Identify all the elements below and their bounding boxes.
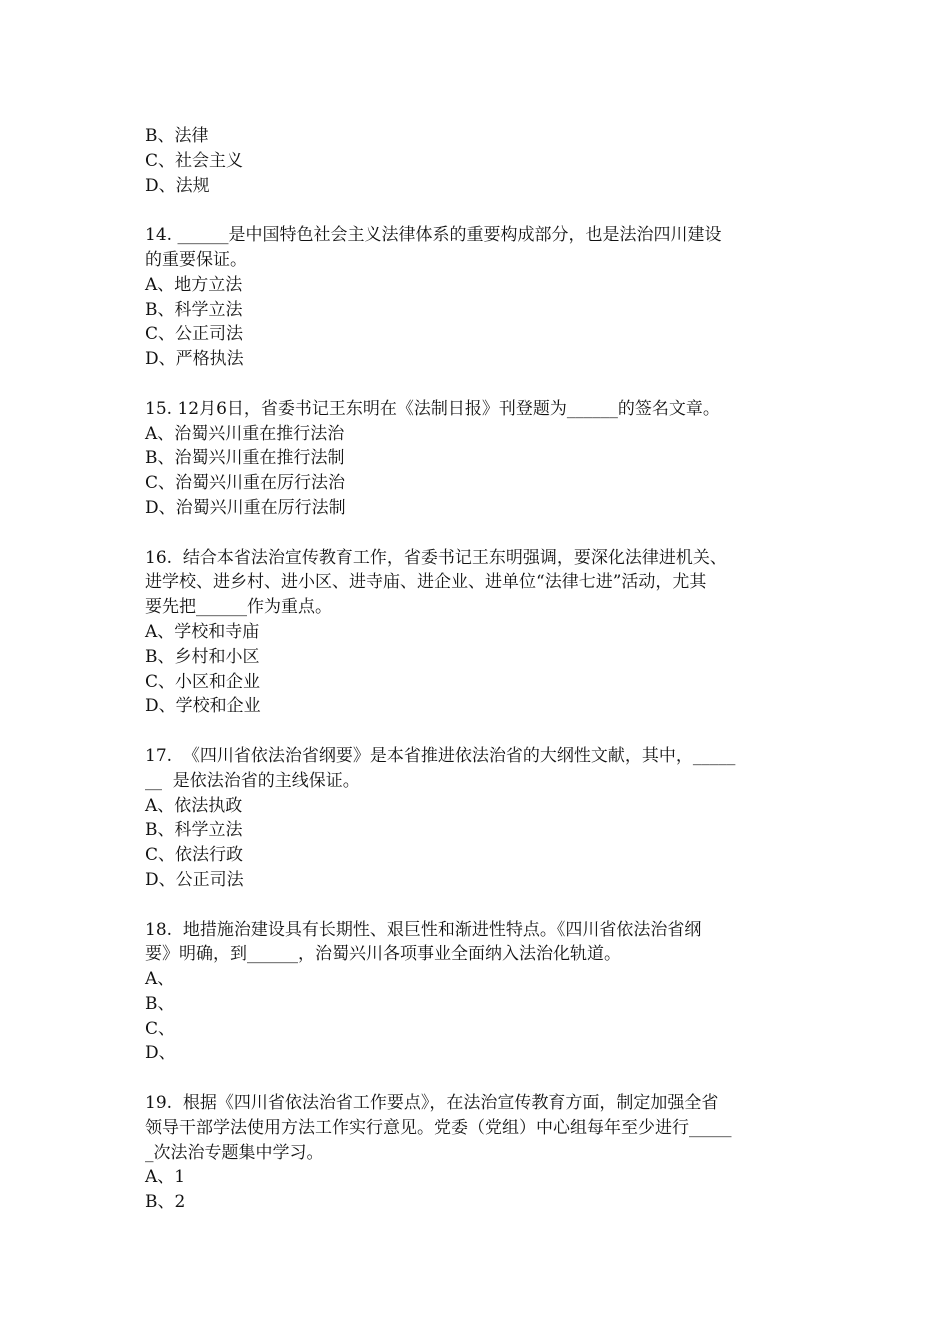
option: B、科学立法 bbox=[145, 820, 243, 841]
question-text: 19. 根据《四川省依法治省工作要点》，在法治宣传教育方面，制定加强全省 bbox=[145, 1093, 719, 1114]
question-text: 进学校、进乡村、进小区、进寺庙、进企业、进单位“法律七进”活动，尤其 bbox=[145, 572, 707, 593]
question-17 bbox=[145, 744, 813, 893]
option: A、依法执政 bbox=[145, 795, 243, 816]
question-text: _次法治专题集中学习。 bbox=[145, 1142, 324, 1163]
option: B、法律 bbox=[145, 126, 209, 146]
option: A、治蜀兴川重在推行法治 bbox=[145, 423, 345, 444]
prev-question-options bbox=[145, 124, 813, 198]
option: B、科学立法 bbox=[145, 299, 243, 320]
option: B、2 bbox=[145, 1192, 186, 1213]
option: A、地方立法 bbox=[145, 274, 243, 295]
question-text: 16. 结合本省法治宣传教育工作，省委书记王东明强调，要深化法律进机关、 bbox=[145, 547, 727, 568]
option: C、社会主义 bbox=[145, 150, 244, 171]
question-text: 18. 地措施治建设具有长期性、艰巨性和渐进性特点。《四川省依法治省纲 bbox=[145, 919, 702, 940]
question-15 bbox=[145, 397, 813, 521]
question-text: __ 是依法治省的主线保证。 bbox=[145, 770, 360, 791]
question-18 bbox=[145, 918, 813, 1067]
option: D、 bbox=[145, 1043, 176, 1064]
option: C、治蜀兴川重在厉行法治 bbox=[145, 473, 346, 494]
question-text: 领导干部学法使用方法工作实行意见。党委（党组）中心组每年至少进行_____ bbox=[145, 1117, 732, 1138]
option: D、公正司法 bbox=[145, 869, 244, 890]
option: D、法规 bbox=[145, 175, 210, 196]
question-text: 14. ______是中国特色社会主义法律体系的重要构成部分，也是法治四川建设 bbox=[145, 225, 722, 246]
option: A、 bbox=[145, 969, 175, 990]
option: B、 bbox=[145, 993, 175, 1014]
question-16 bbox=[145, 546, 813, 720]
option: A、学校和寺庙 bbox=[145, 621, 260, 642]
option: A、1 bbox=[145, 1167, 186, 1188]
option: D、治蜀兴川重在厉行法制 bbox=[145, 497, 346, 518]
question-text: 要》明确，到______，治蜀兴川各项事业全面纳入法治化轨道。 bbox=[145, 944, 621, 965]
option: B、治蜀兴川重在推行法制 bbox=[145, 448, 345, 469]
question-14 bbox=[145, 223, 813, 372]
question-text: 15. 12月6日，省委书记王东明在《法制日报》刊登题为______的签名文章。 bbox=[145, 398, 720, 419]
question-text: 的重要保证。 bbox=[145, 249, 247, 270]
option: C、依法行政 bbox=[145, 845, 244, 866]
question-text: 要先把______作为重点。 bbox=[145, 597, 332, 618]
option: B、乡村和小区 bbox=[145, 646, 260, 667]
option: D、严格执法 bbox=[145, 349, 244, 370]
question-19 bbox=[145, 1091, 813, 1215]
option: D、学校和企业 bbox=[145, 696, 261, 717]
option: C、公正司法 bbox=[145, 324, 244, 345]
option: C、小区和企业 bbox=[145, 671, 261, 692]
question-text: 17. 《四川省依法治省纲要》是本省推进依法治省的大纲性文献，其中，_____ bbox=[145, 745, 736, 766]
document-page bbox=[145, 124, 813, 1215]
option: C、 bbox=[145, 1018, 176, 1039]
